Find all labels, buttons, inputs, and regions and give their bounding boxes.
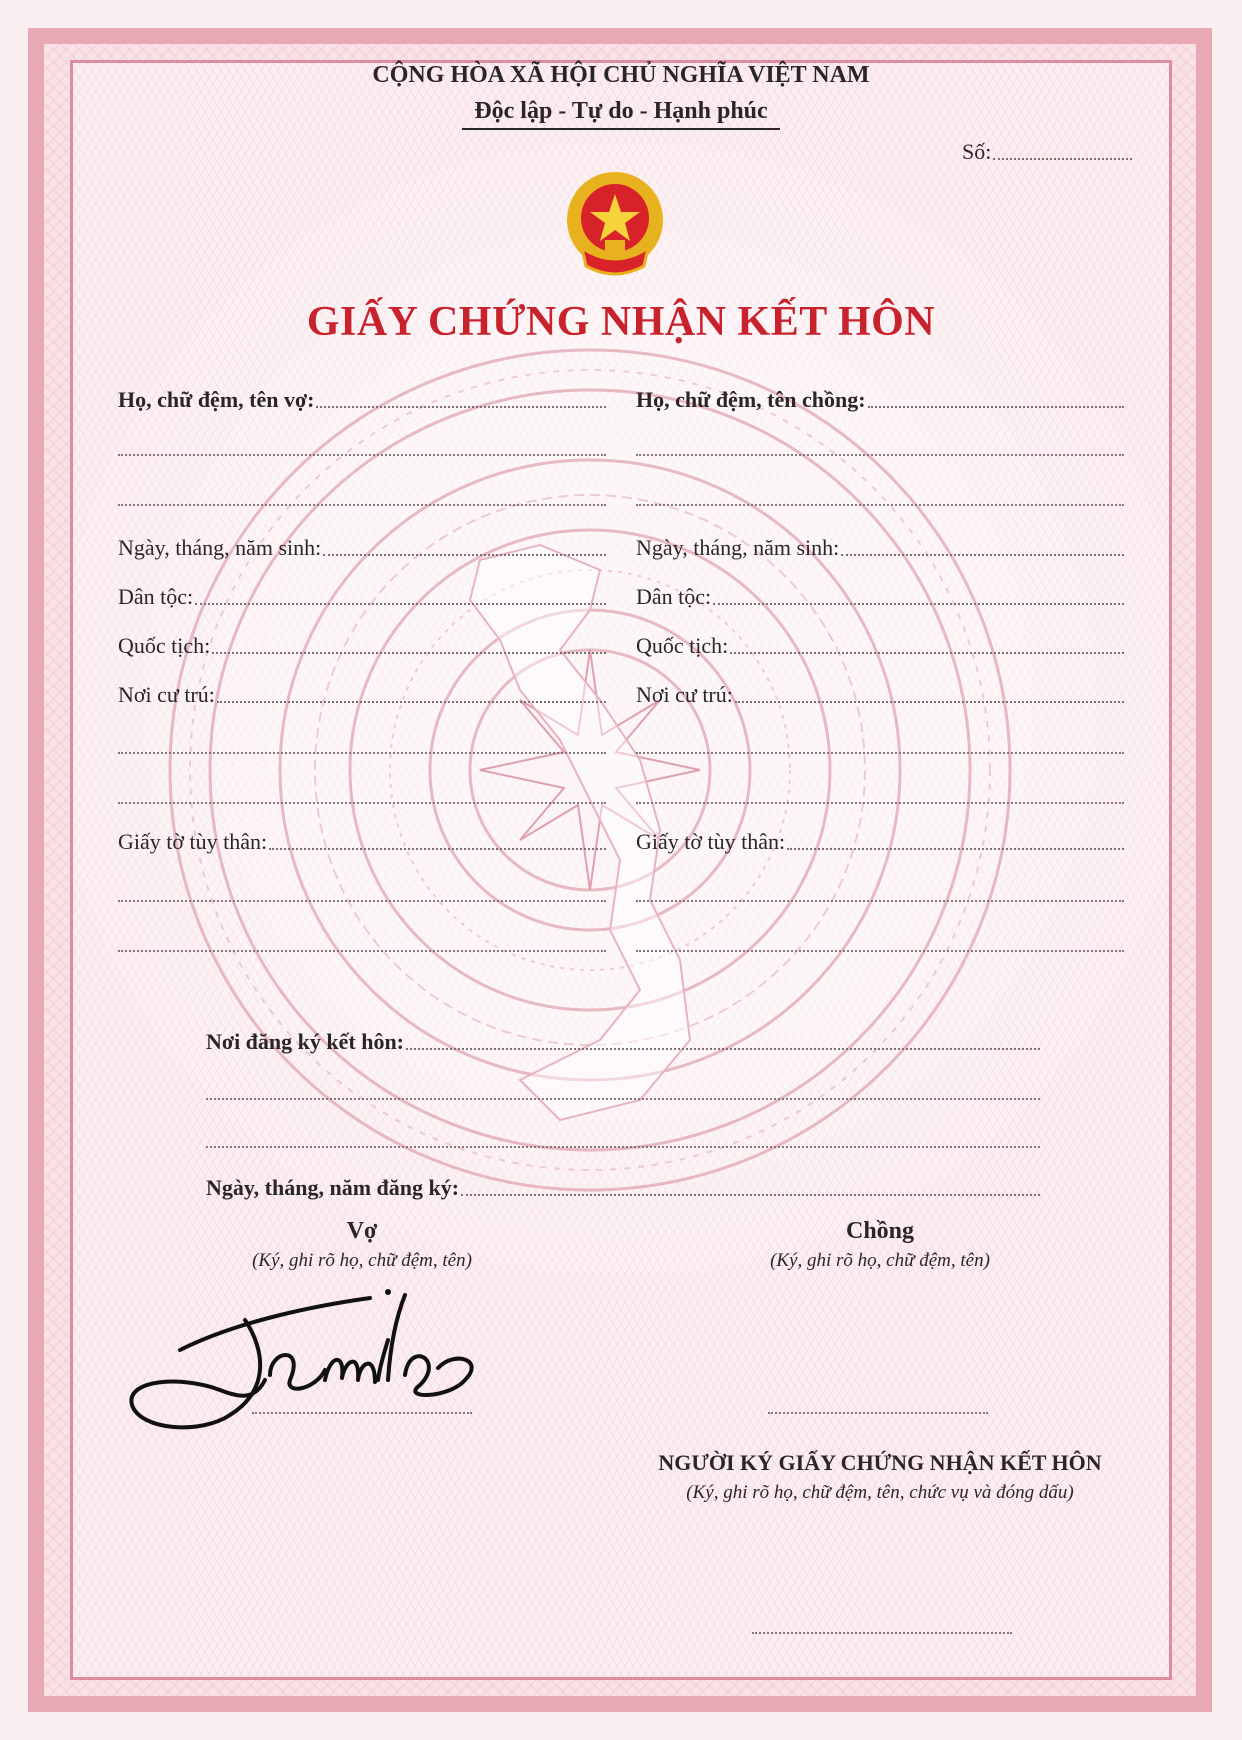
- wife-name-signature-line[interactable]: [252, 1412, 472, 1414]
- national-emblem-icon: [560, 170, 670, 282]
- wife-residence-label: Nơi cư trú:: [118, 682, 215, 707]
- husband-residence-line-2[interactable]: [636, 752, 1124, 754]
- husband-id-dots: [787, 846, 1124, 850]
- wife-id-line-3[interactable]: [118, 950, 606, 952]
- husband-name-line-3[interactable]: [636, 504, 1124, 506]
- wife-name-label: Họ, chữ đệm, tên vợ:: [118, 387, 315, 412]
- husband-dob-dots: [841, 552, 1124, 556]
- registration-place-label: Nơi đăng ký kết hôn:: [206, 1029, 405, 1054]
- certificate-number-dots: [993, 156, 1132, 160]
- husband-ethnicity-field[interactable]: [636, 583, 1124, 611]
- husband-nationality-label: Quốc tịch:: [636, 633, 729, 658]
- certificate-title: GIẤY CHỨNG NHẬN KẾT HÔN: [306, 299, 936, 345]
- husband-id-line-2[interactable]: [636, 900, 1124, 902]
- wife-name-field[interactable]: [118, 386, 606, 414]
- husband-name-line-2[interactable]: [636, 454, 1124, 456]
- wife-id-line-2[interactable]: [118, 900, 606, 902]
- wife-name-dots: [316, 404, 606, 408]
- wife-nationality-label: Quốc tịch:: [118, 633, 211, 658]
- husband-dob-label: Ngày, tháng, năm sinh:: [636, 535, 840, 560]
- husband-ethnicity-dots: [713, 601, 1124, 605]
- husband-name-label: Họ, chữ đệm, tên chồng:: [636, 387, 866, 412]
- husband-residence-field[interactable]: [636, 681, 1124, 709]
- official-signer-name-line[interactable]: [752, 1632, 1012, 1634]
- husband-nationality-field[interactable]: [636, 632, 1124, 660]
- husband-dob-field[interactable]: [636, 534, 1124, 562]
- husband-ethnicity-label: Dân tộc:: [636, 584, 712, 609]
- wife-dob-dots: [323, 552, 606, 556]
- husband-signature-title: Chồng: [845, 1218, 915, 1244]
- wife-nationality-field[interactable]: [118, 632, 606, 660]
- husband-residence-label: Nơi cư trú:: [636, 682, 733, 707]
- wife-dob-label: Ngày, tháng, năm sinh:: [118, 535, 322, 560]
- registration-date-field[interactable]: [206, 1174, 1040, 1202]
- husband-name-signature-line[interactable]: [768, 1412, 988, 1414]
- wife-dob-field[interactable]: [118, 534, 606, 562]
- certificate-number-label: Số:: [962, 139, 992, 164]
- official-signer-note: (Ký, ghi rõ họ, chữ đệm, tên, chức vụ và đóng dấu): [686, 1482, 1074, 1503]
- wife-residence-field[interactable]: [118, 681, 606, 709]
- registration-place-line-2[interactable]: [206, 1098, 1040, 1100]
- husband-name-field[interactable]: [636, 386, 1124, 414]
- wife-signature-note: (Ký, ghi rõ họ, chữ đệm, tên): [252, 1250, 472, 1271]
- registration-place-line-3[interactable]: [206, 1146, 1040, 1148]
- husband-id-field[interactable]: [636, 828, 1124, 856]
- registration-date-label: Ngày, tháng, năm đăng ký:: [206, 1175, 460, 1200]
- wife-name-line-2[interactable]: [118, 454, 606, 456]
- nation-name: CỘNG HÒA XÃ HỘI CHỦ NGHĨA VIỆT NAM: [372, 62, 870, 88]
- official-signer-title: NGƯỜI KÝ GIẤY CHỨNG NHẬN KẾT HÔN: [658, 1450, 1102, 1475]
- registration-place-dots: [406, 1046, 1040, 1050]
- national-motto: Độc lập - Tự do - Hạnh phúc: [474, 98, 768, 124]
- wife-residence-line-3[interactable]: [118, 802, 606, 804]
- wife-handwritten-signature: [120, 1280, 490, 1450]
- husband-signature-note: (Ký, ghi rõ họ, chữ đệm, tên): [770, 1250, 990, 1271]
- wife-ethnicity-dots: [195, 601, 606, 605]
- wife-id-field[interactable]: [118, 828, 606, 856]
- wife-name-line-3[interactable]: [118, 504, 606, 506]
- husband-id-label: Giấy tờ tùy thân:: [636, 829, 786, 854]
- wife-id-dots: [269, 846, 606, 850]
- wife-signature-title: Vợ: [346, 1218, 378, 1244]
- wife-ethnicity-label: Dân tộc:: [118, 584, 194, 609]
- wife-residence-dots: [217, 699, 606, 703]
- husband-residence-line-3[interactable]: [636, 802, 1124, 804]
- wife-id-label: Giấy tờ tùy thân:: [118, 829, 268, 854]
- wife-nationality-dots: [212, 650, 606, 654]
- husband-residence-dots: [735, 699, 1124, 703]
- husband-id-line-3[interactable]: [636, 950, 1124, 952]
- wife-residence-line-2[interactable]: [118, 752, 606, 754]
- wife-ethnicity-field[interactable]: [118, 583, 606, 611]
- motto-underline: [462, 128, 780, 130]
- certificate-number-field[interactable]: [962, 138, 1132, 166]
- registration-date-dots: [461, 1192, 1040, 1196]
- husband-nationality-dots: [730, 650, 1124, 654]
- husband-name-dots: [868, 404, 1124, 408]
- registration-place-field[interactable]: [206, 1028, 1040, 1056]
